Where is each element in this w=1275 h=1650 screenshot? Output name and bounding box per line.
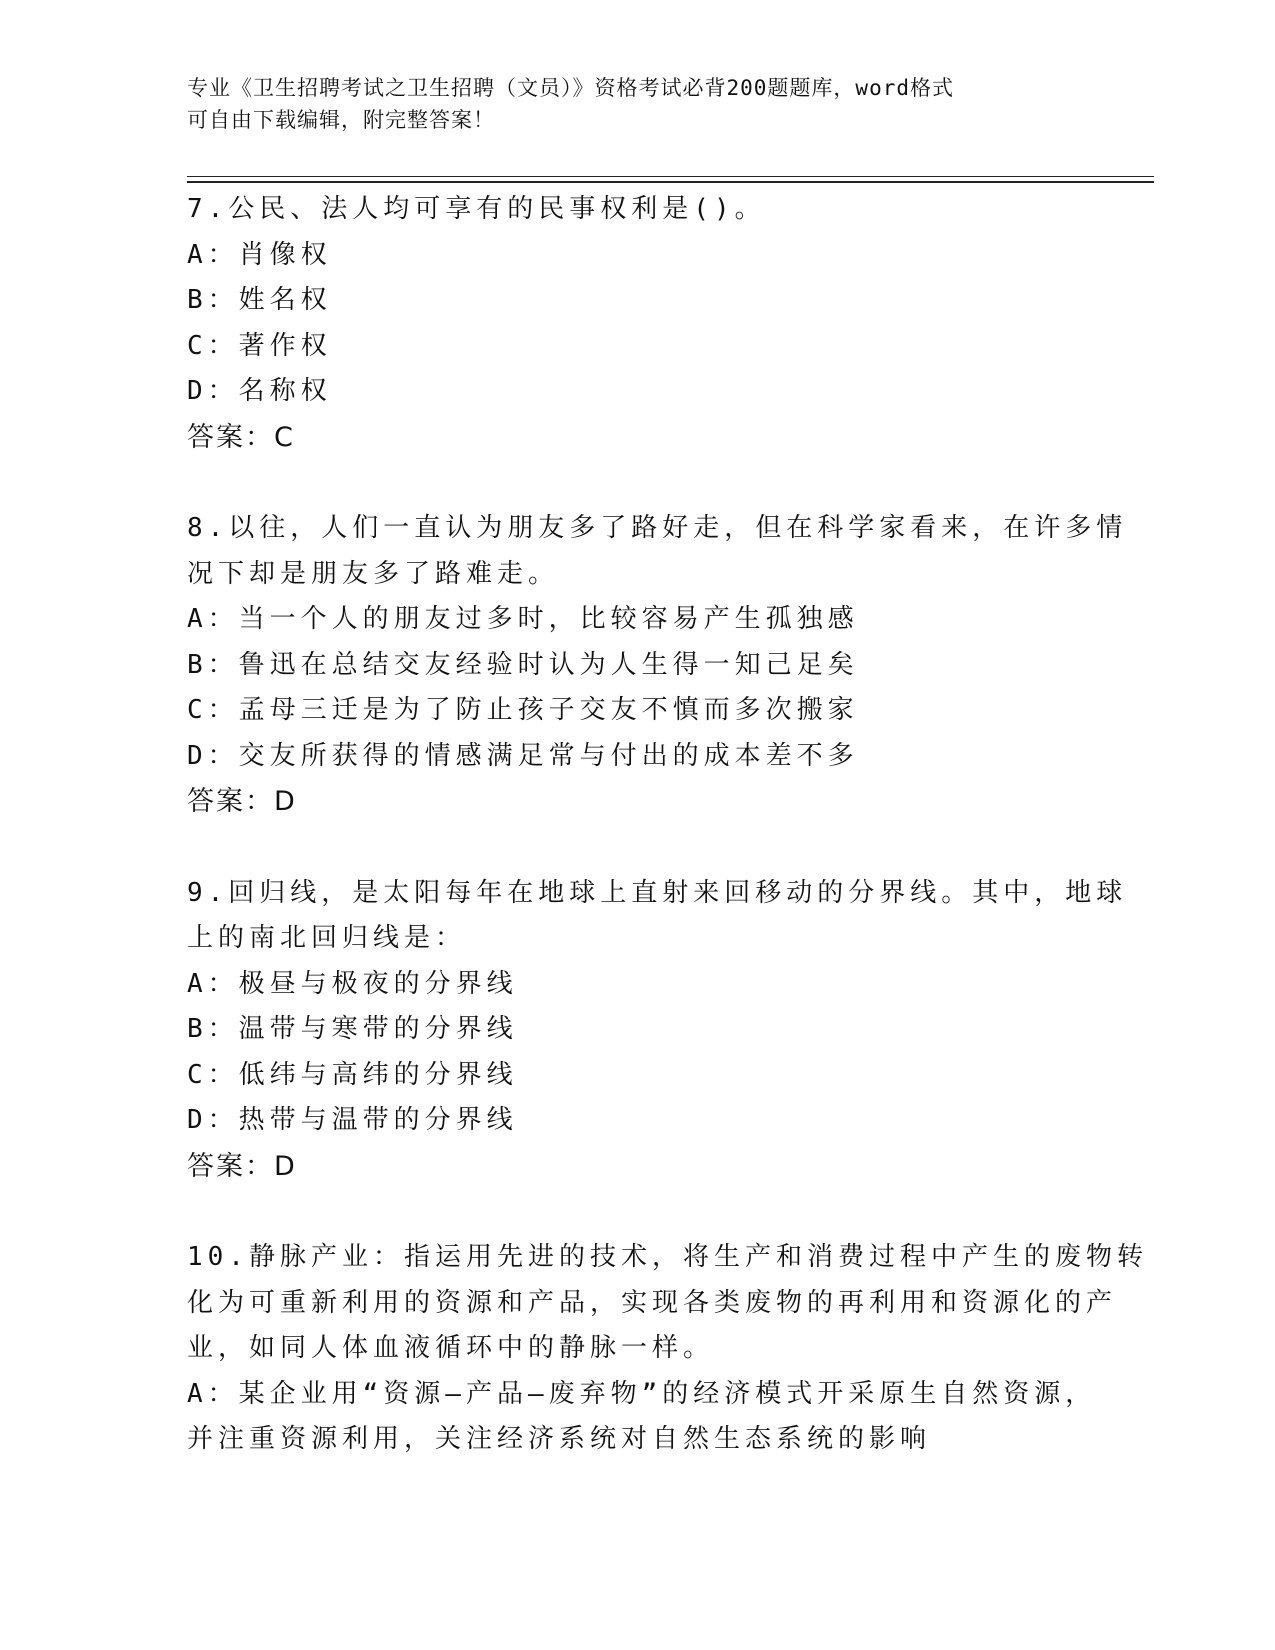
question-list (187, 187, 1148, 1463)
question-stem: 7.公民、法人均可享有的民事权利是()。 (187, 194, 766, 224)
question-block-9 (187, 871, 1128, 1190)
answer-line: 答案：D (187, 786, 297, 817)
question-stem: 10.静脉产业：指运用先进的技术，将生产和消费过程中产生的废物转 (187, 1242, 1148, 1272)
header-rule-thick (187, 181, 1154, 183)
question-stem: 化为可重新利用的资源和产品，实现各类废物的再利用和资源化的产 (187, 1287, 1118, 1318)
option-a: A：某企业用“资源—产品—废弃物”的经济模式开采原生自然资源， (187, 1378, 1097, 1409)
spacer (187, 1189, 1087, 1235)
question-block-8 (187, 506, 1128, 825)
spacer (187, 460, 1087, 506)
document-header (187, 72, 1067, 136)
option-a-continued: 并注重资源利用，关注经济系统对自然生态系统的影响 (187, 1424, 932, 1454)
option-a: A：当一个人的朋友过多时，比较容易产生孤独感 (187, 604, 859, 634)
spacer (187, 825, 1087, 871)
option-c: C：孟母三迁是为了防止孩子交友不慎而多次搬家 (187, 695, 859, 725)
answer-line: 答案：D (187, 1150, 297, 1182)
option-b: B：鲁迅在总结交友经验时认为人生得一知己足矣 (187, 649, 859, 680)
option-a: A：极昼与极夜的分界线 (187, 968, 518, 999)
option-c: C：低纬与高纬的分界线 (187, 1059, 518, 1090)
header-line-1: 专业《卫生招聘考试之卫生招聘（文员）》资格考试必背200题题库，word格式 (187, 76, 954, 100)
question-stem: 上的南北回归线是： (187, 923, 467, 953)
question-stem: 8.以往，人们一直认为朋友多了路好走，但在科学家看来，在许多情 (187, 513, 1128, 543)
option-d: D：热带与温带的分界线 (187, 1105, 518, 1135)
option-d: D：名称权 (187, 376, 332, 406)
question-block-7 (187, 187, 1087, 460)
question-stem: 况下却是朋友多了路难走。 (187, 558, 560, 589)
question-stem: 业，如同人体血液循环中的静脉一样。 (187, 1333, 715, 1363)
header-rule-thin (187, 176, 1154, 177)
header-line-2: 可自由下载编辑，附完整答案！ (187, 108, 495, 132)
option-b: B：姓名权 (187, 285, 332, 315)
option-d: D：交友所获得的情感满足常与付出的成本差不多 (187, 740, 859, 771)
answer-line: 答案：C (187, 421, 295, 453)
question-block-10 (187, 1235, 1148, 1463)
option-b: B：温带与寒带的分界线 (187, 1014, 518, 1044)
question-stem: 9.回归线，是太阳每年在地球上直射来回移动的分界线。其中，地球 (187, 877, 1128, 908)
option-a: A：肖像权 (187, 239, 332, 270)
option-c: C：著作权 (187, 330, 332, 361)
